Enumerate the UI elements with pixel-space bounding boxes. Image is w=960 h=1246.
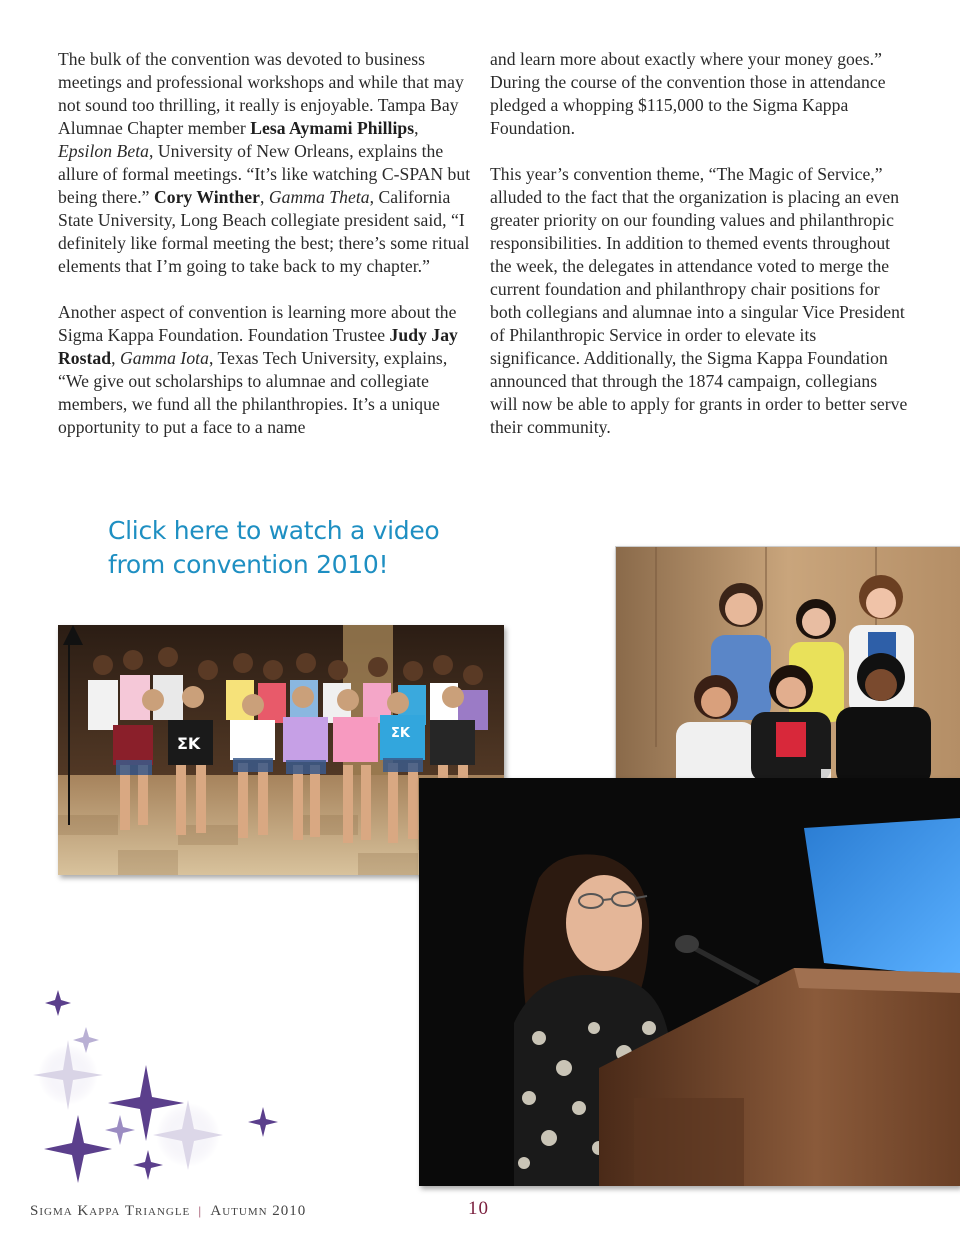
article-paragraph bbox=[58, 301, 476, 439]
video-link-line: Click here to watch a video bbox=[108, 516, 440, 545]
chapter-name: Gamma Iota bbox=[120, 348, 209, 368]
footer-separator: | bbox=[198, 1203, 203, 1218]
article-left-column bbox=[58, 48, 476, 439]
text-run: , University of New Orleans, explains the allure of formal meetings. “It’s like watching C-SPAN but being there.” bbox=[58, 141, 471, 207]
text-run: Another aspect of convention is learning more about the Sigma Kappa Foundation. Foundation Trustee bbox=[58, 302, 457, 345]
text-run: , California State University, Long Beach collegiate president said, “I definitely like formal meeting the best; there’s some ritual elements that I’m going to take back to my chapter.” bbox=[58, 187, 470, 276]
sparkle-icon bbox=[44, 1115, 112, 1183]
sparkle-icon bbox=[45, 990, 71, 1016]
sparkle-icon bbox=[133, 1150, 163, 1180]
shirt-letters: ΣΚ bbox=[391, 726, 410, 741]
member-name: Judy Jay Rostad bbox=[58, 325, 458, 368]
text-run: , bbox=[414, 118, 419, 138]
sparkle-icon bbox=[33, 1040, 103, 1110]
text-run: The bulk of the convention was devoted to business meetings and professional workshops and while that may not sound too thrilling, it really is enjoyable. Tampa Bay Alumnae Chapter member bbox=[58, 49, 464, 138]
footer-publication bbox=[30, 1203, 306, 1220]
page-number: 10 bbox=[468, 1198, 489, 1219]
video-link-line: from convention 2010! bbox=[108, 550, 389, 579]
chapter-name: Epsilon Beta bbox=[58, 141, 149, 161]
speaker-podium-photo bbox=[419, 778, 960, 1186]
article-paragraph bbox=[58, 48, 476, 278]
article-paragraph: and learn more about exactly where your money goes.” During the course of the convention those in attendance pledged a whopping $115,000 to the Sigma Kappa Foundation. bbox=[490, 49, 886, 138]
member-name: Cory Winther bbox=[153, 187, 260, 207]
chapter-name: Gamma Theta bbox=[268, 187, 370, 207]
shirt-letters: ΣΚ bbox=[177, 734, 201, 753]
sparkle-decoration bbox=[28, 985, 298, 1185]
text-run: , bbox=[259, 187, 269, 207]
magazine-name: Sigma Kappa Triangle bbox=[30, 1203, 191, 1219]
watch-video-link[interactable] bbox=[108, 514, 468, 582]
article-paragraph: This year’s convention theme, “The Magic of Service,” alluded to the fact that the organization is placing an even greater priority on our founding values and philanthropic responsibilities. In addition to themed events throughout the week, the delegates in attendance voted to merge the current foundation and philanthropy chair positions for both collegians and alumnae into a singular Vice President of Philanthropic Service in order to elevate its significance. Additionally, the Sigma Kappa Foundation announced that through the 1874 campaign, collegians will now be able to apply for grants in order to better serve their community. bbox=[490, 164, 908, 437]
member-name: Lesa Aymami Phillips bbox=[250, 118, 415, 138]
text-run: , bbox=[111, 348, 120, 368]
sparkle-icon bbox=[248, 1107, 278, 1137]
sparkle-icon bbox=[153, 1100, 223, 1170]
sparkle-icon bbox=[105, 1115, 135, 1145]
issue-date: Autumn 2010 bbox=[210, 1203, 307, 1219]
article-right-column bbox=[490, 48, 908, 439]
text-run: , Texas Tech University, explains, “We give out scholarships to alumnae and collegiate members, we fund all the philanthropies. It’s a unique opportunity to put a face to a name bbox=[58, 348, 448, 437]
